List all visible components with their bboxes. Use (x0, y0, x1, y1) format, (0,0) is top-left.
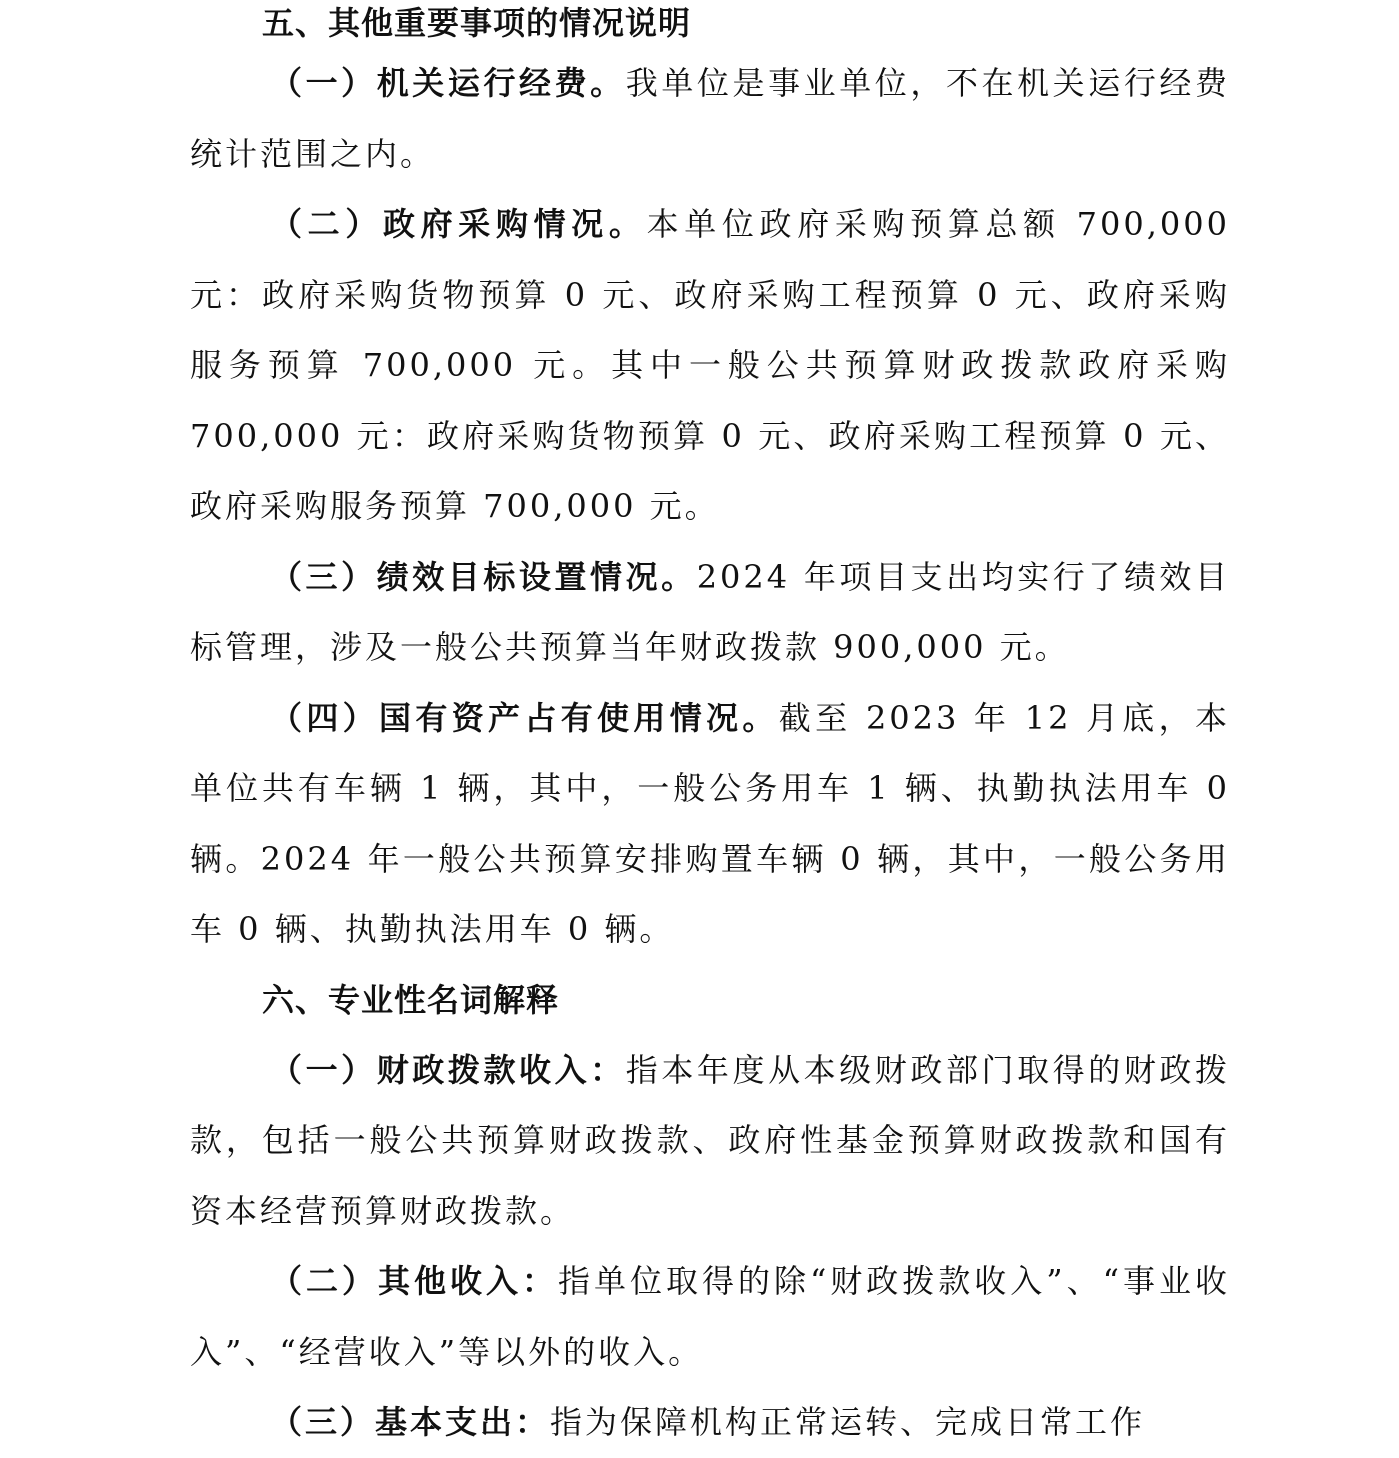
item-body: 指为保障机构正常运转、完成日常工作 (550, 1403, 1146, 1441)
item-lead: （二）政府采购情况。 (270, 205, 647, 243)
section-5-item-1 (190, 48, 1230, 189)
item-lead: （三）基本支出： (270, 1403, 551, 1441)
section-5-heading: 五、其他重要事项的情况说明 (262, 4, 692, 42)
item-lead: （一）机关运行经费。 (270, 64, 626, 102)
section-5-item-3 (190, 542, 1230, 683)
section-6-item-1 (190, 1035, 1230, 1247)
item-body: 2024 年项目支出均实行了绩效目标管理，涉及一般公共预算当年财政拨款 900,000 元。 (190, 557, 1230, 666)
section-6-item-3 (190, 1387, 1230, 1458)
item-body: 指单位取得的除“财政拨款收入”、“事业收入”、“经营收入”等以外的收入。 (190, 1262, 1230, 1371)
item-lead: （四）国有资产占有使用情况。 (270, 698, 779, 737)
section-5-item-2 (190, 189, 1230, 542)
item-body: 本单位政府采购预算总额 700,000 元：政府采购货物预算 0 元、政府采购工程预算 0 元、政府采购服务预算 700,000 元。其中一般公共预算财政拨款政府采购 700,000 元：政府采购货物预算 0 元、政府采购工程预算 0 元、政府采购服务预算 700,000 元。 (190, 205, 1230, 525)
item-lead: （一）财政拨款收入： (270, 1050, 626, 1089)
section-6-item-2 (190, 1246, 1230, 1387)
item-body: 指本年度从本级财政部门取得的财政拨款，包括一般公共预算财政拨款、政府性基金预算财政拨款和国有资本经营预算财政拨款。 (190, 1050, 1230, 1230)
item-body: 我单位是事业单位，不在机关运行经费统计范围之内。 (190, 64, 1230, 173)
document-page (190, 0, 1230, 1458)
item-lead: （三）绩效目标设置情况。 (270, 557, 697, 596)
section-5-item-4 (190, 683, 1230, 965)
item-lead: （二）其他收入： (270, 1262, 558, 1300)
item-body: 截至 2023 年 12 月底，本单位共有车辆 1 辆，其中，一般公务用车 1 辆、执勤执法用车 0 辆。2024 年一般公共预算安排购置车辆 0 辆，其中，一般公务用车 0 辆、执勤执法用车 0 辆。 (190, 698, 1230, 948)
section-6-heading: 六、专业性名词解释 (262, 980, 560, 1019)
